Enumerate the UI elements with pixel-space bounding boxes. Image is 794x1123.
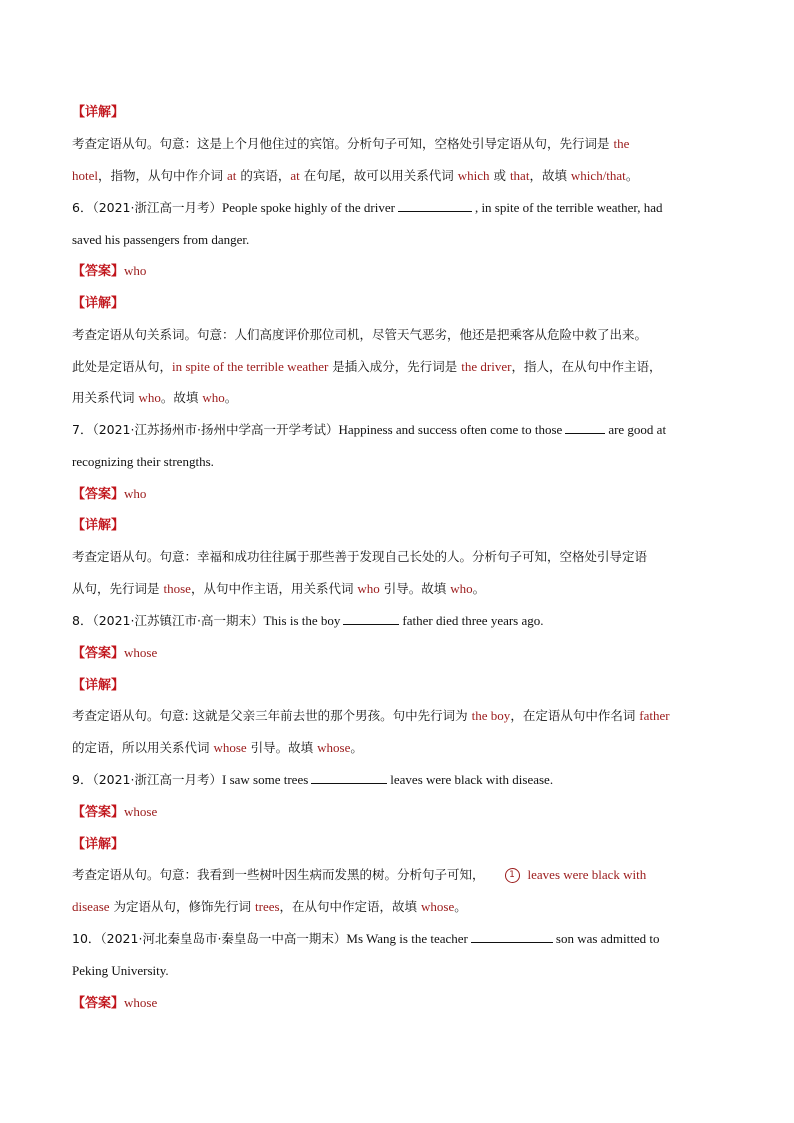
q9-answer — [72, 804, 732, 821]
q6-sentence: People spoke highly of the driver — [222, 200, 395, 215]
q7-question-line-1 — [72, 422, 732, 438]
q10-sentence: Peking University. — [72, 963, 169, 978]
q5-text: 在句尾，故可以用关系代词 — [299, 168, 458, 183]
answer-tag: 【答案】 — [72, 805, 125, 820]
q7-text: ，从句中作主语，用关系代词 — [190, 581, 358, 596]
q6-text: ，指人，在从句中作主语， — [511, 359, 662, 374]
explain-tag: 【详解】 — [72, 518, 125, 533]
q8-sentence: This is the boy — [263, 613, 341, 628]
q7-text: 从句，先行词是 — [72, 581, 164, 596]
q8-text: 引导。故填 — [246, 740, 318, 755]
q7-text: 。 — [472, 581, 486, 596]
q8-term: the boy — [471, 708, 511, 723]
q5-explain-line-1 — [72, 136, 732, 152]
q7-explain-text: 考查定语从句。句意：幸福和成功往往属于那些善于发现自己长处的人。分析句子可知，空格处引导定语 — [72, 549, 648, 564]
q9-term: whose — [421, 899, 455, 914]
q6-text: 用关系代词 — [72, 390, 139, 405]
q6-explain-line-3 — [72, 390, 732, 406]
q10-question-line-2 — [72, 963, 732, 979]
answer-tag: 【答案】 — [72, 646, 125, 661]
q7-term: who — [357, 581, 380, 596]
q6-term: who — [202, 390, 225, 405]
q6-term: in spite of the terrible weather — [172, 359, 329, 374]
q6-explain-text: 考查定语从句关系词。句意：人们高度评价那位司机，尽管天气恶劣，他还是把乘客从危险中救了出来。 — [72, 327, 648, 342]
q6-source: 6．（2021·浙江高一月考） — [72, 200, 222, 215]
q6-term: who — [138, 390, 161, 405]
q6-text: 是插入成分，先行词是 — [328, 359, 462, 374]
q5-term: at — [226, 168, 237, 183]
q6-sentence: saved his passengers from danger. — [72, 232, 250, 247]
q8-explain-line-2 — [72, 740, 732, 756]
answer-tag: 【答案】 — [72, 264, 125, 279]
q9-text: 考查定语从句。句意：我看到一些树叶因生病而发黑的树。分析句子可知， — [72, 867, 485, 882]
q7-question-line-2 — [72, 454, 732, 470]
q7-term: who — [450, 581, 473, 596]
q10-answer-value: whose — [124, 995, 158, 1010]
q8-answer-value: whose — [124, 645, 158, 660]
q6-question-line-1 — [72, 200, 732, 216]
q5-text: 或 — [489, 168, 510, 183]
q8-source: 8．（2021·江苏镇江市·高一期末） — [72, 613, 264, 628]
q9-term: leaves were black with — [527, 867, 647, 882]
q6-text: 此处是定语从句， — [72, 359, 173, 374]
explain-tag: 【详解】 — [72, 678, 125, 693]
q8-text: 。 — [350, 740, 363, 755]
q6-blank — [398, 200, 472, 212]
q10-source: 10．（2021·河北秦皇岛市·秦皇岛一中高一期末） — [72, 931, 347, 946]
explain-tag: 【详解】 — [72, 105, 125, 120]
q8-explain-tag — [72, 677, 732, 694]
q9-source: 9．（2021·浙江高一月考） — [72, 772, 222, 787]
q9-term: trees — [255, 899, 280, 914]
q7-source: 7．（2021·江苏扬州市·扬州中学高一开学考试） — [72, 422, 339, 437]
q6-text: 。 — [224, 390, 238, 405]
q5-term: hotel — [72, 168, 98, 183]
q9-explain-line-1 — [72, 867, 732, 883]
q8-text: 考查定语从句。句意: 这就是父亲三年前去世的那个男孩。句中先行词为 — [72, 708, 472, 723]
q9-term: disease — [72, 899, 110, 914]
q8-text: ，在定语从句中作名词 — [510, 708, 640, 723]
q10-blank — [471, 931, 553, 943]
q5-explain-tag — [72, 104, 732, 121]
q10-sentence: Ms Wang is the teacher — [346, 931, 468, 946]
q7-sentence: are good at — [608, 422, 667, 437]
q5-text: 。 — [625, 168, 639, 183]
q6-explain-tag — [72, 295, 732, 312]
answer-tag: 【答案】 — [72, 996, 125, 1011]
q9-sentence: I saw some trees — [222, 772, 309, 787]
q5-text: ，故填 — [529, 168, 571, 183]
q6-question-line-2 — [72, 232, 732, 248]
q5-term: which — [457, 168, 490, 183]
q8-question-line-1 — [72, 613, 732, 629]
q10-question-line-1 — [72, 931, 732, 947]
q9-blank — [311, 772, 387, 784]
q5-answer-term: which/that — [570, 168, 626, 183]
q9-question-line-1 — [72, 772, 732, 788]
q7-blank — [565, 422, 605, 434]
q8-explain-line-1 — [72, 708, 732, 724]
q10-sentence: son was admitted to — [555, 931, 660, 946]
q5-term: at — [290, 168, 300, 183]
q9-text: 为定语从句，修饰先行词 — [109, 899, 255, 914]
q9-sentence: leaves were black with disease. — [390, 772, 554, 787]
q6-sentence: , in spite of the terrible weather, had — [474, 200, 663, 215]
q7-explain-line-1 — [72, 549, 732, 565]
explain-tag: 【详解】 — [72, 837, 125, 852]
q8-sentence: father died three years ago. — [402, 613, 544, 628]
q7-answer — [72, 486, 732, 503]
q6-explain-line-2 — [72, 359, 732, 375]
q8-text: 的定语，所以用关系代词 — [72, 740, 214, 755]
q8-term: father — [639, 708, 670, 723]
q5-explain-line-2 — [72, 168, 732, 184]
q5-text: ，指物，从句中作介词 — [98, 168, 227, 183]
q8-term: whose — [317, 740, 351, 755]
q7-explain-tag — [72, 517, 732, 534]
q9-text: ，在从句中作定语，故填 — [279, 899, 422, 914]
q5-explain-text: 考查定语从句。句意：这是上个月他住过的宾馆。分析句子可知，空格处引导定语从句，先行词是 — [72, 136, 614, 151]
q8-term: whose — [213, 740, 247, 755]
q7-text: 引导。故填 — [379, 581, 451, 596]
q8-blank — [343, 613, 399, 625]
explain-tag: 【详解】 — [72, 296, 125, 311]
q9-explain-tag — [72, 836, 732, 853]
q6-text: 。故填 — [160, 390, 203, 405]
q9-answer-value: whose — [124, 804, 158, 819]
q7-sentence: recognizing their strengths. — [72, 454, 214, 469]
q5-explain-term: the — [613, 136, 630, 151]
q6-explain-line-1 — [72, 327, 732, 343]
q9-explain-line-2 — [72, 899, 732, 915]
q5-text: 的宾语， — [236, 168, 291, 183]
circled-number-one-icon: 1 — [505, 868, 520, 883]
q8-answer — [72, 645, 732, 662]
q7-sentence: Happiness and success often come to those — [338, 422, 563, 437]
answer-tag: 【答案】 — [72, 487, 125, 502]
q5-term: that — [509, 168, 530, 183]
q10-answer — [72, 995, 732, 1012]
q7-answer-value: who — [124, 486, 147, 501]
q7-term: those — [163, 581, 191, 596]
q6-term: the driver — [461, 359, 512, 374]
q6-answer — [72, 263, 732, 280]
q7-explain-line-2 — [72, 581, 732, 597]
q6-answer-value: who — [124, 263, 147, 278]
q9-text: 。 — [454, 899, 467, 914]
